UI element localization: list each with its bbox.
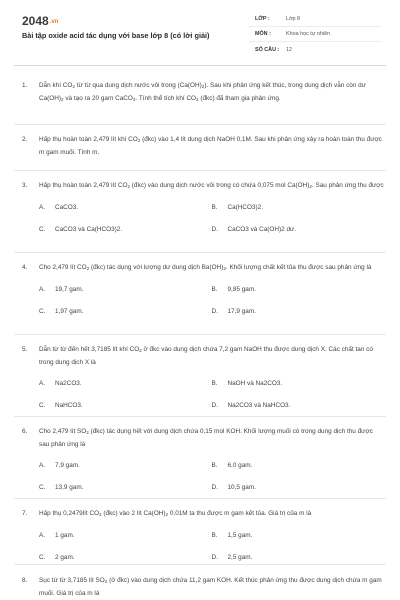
logo-main: 2048 (22, 14, 49, 28)
option-text: Na2CO3. (55, 380, 82, 387)
answer-options (39, 279, 384, 323)
question-text: Cho 2,479 lít $SO_2$ (đkc) tác dụng hết với dung dịch chứa 0,15 mol KOH. Khối lượng muối có trong dung dịch thu được sau phản ứng là (39, 428, 373, 448)
question-6 (0, 426, 400, 499)
question-divider (14, 170, 386, 171)
question-divider (14, 498, 386, 499)
question-text: Hấp thụ 0,2479lít $CO_2$ (đkc) vào 2 lít $Ca(OH)_2$ 0,01M ta thu được m gam kết tủa. Giá trị của m là (39, 510, 312, 517)
question-7 (0, 508, 400, 569)
question-divider (14, 334, 386, 335)
answer-option-d[interactable] (212, 547, 385, 569)
option-text: Na2CO3 và NaHCO3. (227, 402, 291, 409)
answer-option-d[interactable] (212, 219, 385, 241)
option-text: 9,85 gam. (227, 286, 256, 293)
question-text: Dẫn khí $CO_2$ từ từ qua dung dịch nước vôi trong $(Ca(OH)_2)$. Sau khi phản ứng kết thúc, trong dung dịch vẫn còn dư $Ca(OH)_2$ và tạo ra 20 gam CaCO$_3$. Tính thể tích khí $CO_2$ (đkc) đã tham gia phản ứng. (39, 82, 366, 102)
question-2 (0, 134, 400, 159)
option-letter: D. (211, 226, 218, 233)
question-5 (0, 344, 400, 417)
meta-key-subject: MÔN : (255, 31, 271, 37)
meta-row-subject (249, 27, 381, 42)
question-8 (0, 575, 400, 600)
option-text: 7,9 gam. (55, 462, 80, 469)
meta-row-grade (249, 12, 381, 27)
option-letter: A. (39, 462, 46, 469)
question-3 (0, 180, 400, 241)
question-divider (14, 416, 386, 417)
site-logo[interactable] (22, 14, 58, 28)
answer-options (39, 455, 384, 499)
answer-option-b[interactable] (212, 373, 385, 395)
option-letter: B. (211, 462, 218, 469)
option-letter: C. (39, 554, 46, 561)
option-text: 2,5 gam. (227, 554, 253, 561)
answer-option-d[interactable] (212, 301, 385, 323)
answer-option-b[interactable] (212, 197, 385, 219)
answer-option-a[interactable] (39, 525, 212, 547)
answer-option-b[interactable] (212, 279, 385, 301)
option-letter: B. (211, 532, 218, 539)
option-letter: A. (39, 286, 46, 293)
option-letter: A. (39, 532, 46, 539)
question-divider (14, 564, 386, 565)
answer-option-d[interactable] (212, 477, 385, 499)
answer-options (39, 525, 384, 569)
question-text: Cho 2,479 lít $CO_2$ (đkc) tác dụng với lượng dư dung dịch $Ba(OH)_2$. Khối lượng chất kết tủa thu được sau phản ứng là (39, 264, 372, 271)
question-4 (0, 262, 400, 323)
meta-value-grade: Lớp 8 (286, 16, 301, 22)
meta-key-grade: LỚP : (255, 16, 270, 22)
option-text: CaCO3. (55, 204, 79, 211)
option-text: 1 gam. (55, 532, 75, 539)
answer-option-c[interactable] (39, 301, 212, 323)
option-text: 13,9 gam. (55, 484, 84, 491)
question-text: Sục từ từ 3,7185 lít $SO_2$ (ở đkc) vào dung dịch chứa 11,2 gam KOH. Kết thúc phản ứng thu được dung dịch chứa m gam muối. Giá trị của m là (39, 577, 382, 597)
question-text: Dẫn từ từ đến hết 3,7185 lít khí $CO_2$ ở đkc vào dung dịch chứa 7,2 gam NaOH thu được dung dịch X. Các chất tan có trong dung dịch X là (39, 346, 373, 366)
answer-option-b[interactable] (212, 525, 385, 547)
answer-option-b[interactable] (212, 455, 385, 477)
meta-value-subject: Khoa học tự nhiên (286, 31, 331, 37)
question-number: 2. (22, 136, 28, 143)
option-text: 6,0 gam. (227, 462, 253, 469)
meta-info-panel (249, 12, 381, 57)
answer-options (39, 197, 384, 241)
meta-row-count (249, 42, 381, 57)
question-divider (14, 124, 386, 125)
option-letter: D. (211, 484, 218, 491)
option-letter: C. (39, 226, 46, 233)
option-letter: D. (211, 554, 218, 561)
answer-option-c[interactable] (39, 219, 212, 241)
question-number: 4. (22, 264, 28, 271)
question-number: 1. (22, 82, 28, 89)
option-text: Ca(HCO3)2. (227, 204, 264, 211)
option-text: 10,5 gam. (227, 484, 256, 491)
question-number: 8. (22, 577, 28, 584)
answer-option-c[interactable] (39, 477, 212, 499)
question-number: 7. (22, 510, 28, 517)
worksheet-title: Bài tập oxide acid tác dụng với base lớp 8 (có lời giải) (22, 31, 210, 40)
option-letter: C. (39, 484, 46, 491)
question-text: Hấp thụ hoàn toàn 2,479 lít $CO_2$ (đkc) vào dung dịch nước vôi trong có chứa 0,075 mol $Ca(OH)_2$. Sau phản ứng thu được (39, 182, 384, 189)
answer-option-c[interactable] (39, 395, 212, 417)
meta-value-count: 12 (286, 46, 292, 53)
meta-key-count: SỐ CÂU : (255, 46, 280, 53)
option-letter: A. (39, 204, 46, 211)
option-text: 19,7 gam. (55, 286, 84, 293)
option-text: 1,97 gam. (55, 308, 84, 315)
question-number: 5. (22, 346, 28, 353)
option-letter: B. (211, 286, 218, 293)
option-text: NaOH và Na2CO3. (227, 380, 283, 387)
option-letter: B. (211, 204, 218, 211)
option-letter: C. (39, 308, 46, 315)
option-text: NaHCO3. (55, 402, 83, 409)
question-text: Hấp thụ hoàn toàn 2,479 lít khí $CO_2$ (đkc) vào 1,4 lít dung dịch NaOH 0,1M. Sau khi phản ứng xảy ra hoàn toàn thu được m gam muối. Tính m. (39, 136, 382, 156)
option-text: 2 gam. (55, 554, 75, 561)
option-letter: D. (211, 308, 218, 315)
option-text: 1,5 gam. (227, 532, 253, 539)
question-number: 3. (22, 182, 28, 189)
worksheet-header (0, 0, 400, 70)
option-text: CaCO3 và Ca(HCO3)2. (55, 226, 123, 233)
question-1 (0, 80, 400, 106)
answer-option-a[interactable] (39, 455, 212, 477)
option-letter: B. (211, 380, 218, 387)
answer-option-a[interactable] (39, 279, 212, 301)
answer-option-a[interactable] (39, 373, 212, 395)
option-letter: C. (39, 402, 46, 409)
answer-option-c[interactable] (39, 547, 212, 569)
answer-options (39, 373, 384, 417)
option-text: CaCO3 và Ca(OH)2 dư. (227, 226, 297, 233)
option-letter: A. (39, 380, 46, 387)
question-number: 6. (22, 428, 28, 435)
header-divider (14, 65, 386, 66)
option-letter: D. (211, 402, 218, 409)
answer-option-a[interactable] (39, 197, 212, 219)
logo-suffix: .vn (49, 19, 59, 25)
answer-option-d[interactable] (212, 395, 385, 417)
question-divider (14, 252, 386, 253)
option-text: 17,9 gam. (227, 308, 256, 315)
